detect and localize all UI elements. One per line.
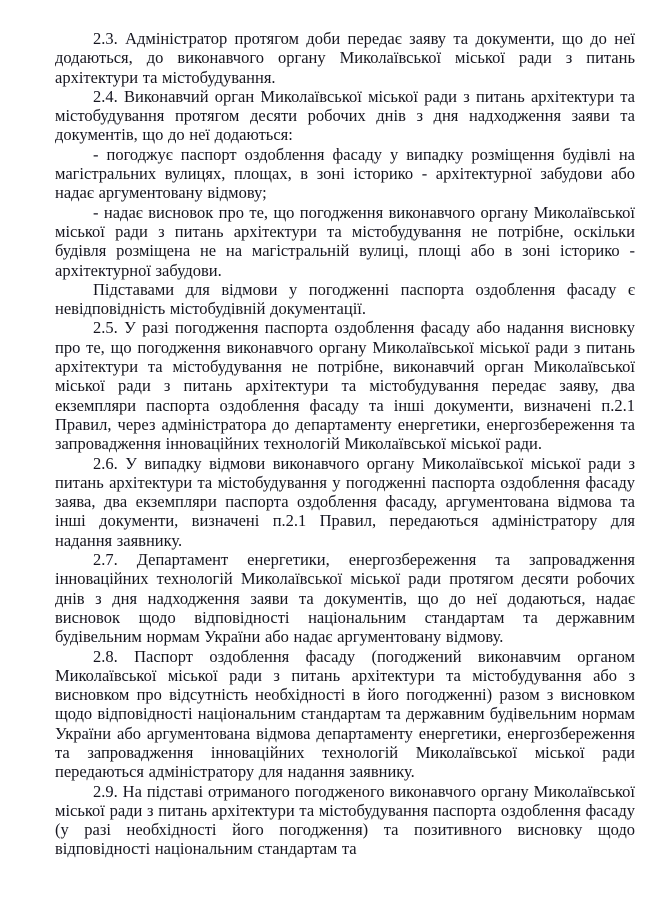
paragraph-2-4-item-2: - надає висновок про те, що погодження виконавчого органу Миколаївської міської ради з питань архітектури та містобудування не потрібне, оскільки будівля розміщена не на магістральній вулиці, площі або в зоні історико - архітектурної забудови.: [55, 202, 635, 280]
paragraph-2-5: 2.5. У разі погодження паспорта оздоблення фасаду або надання висновку про те, що погодження виконавчого органу Миколаївської міської ради з питань архітектури та містобудування не потрібне, виконавчий орган Миколаївської міської ради з питань архітектури та містобудування передає заяву, два екземпляри паспорта оздоблення фасаду та інші документи, визначені п.2.1 Правил, через адміністратора до департаменту енергетики, енергозбереження та запровадження інноваційних технологій Миколаївської міської ради.: [55, 318, 635, 454]
paragraph-2-3: 2.3. Адміністратор протягом доби передає заяву та документи, що до неї додаються, до виконавчого органу Миколаївської міської ради з питань архітектури та містобудування.: [55, 29, 635, 87]
paragraph-2-4: 2.4. Виконавчий орган Миколаївської міської ради з питань архітектури та містобудування протягом десяти робочих днів з дня надходження заяви та документів, що до неї додаються:: [55, 86, 635, 145]
paragraph-2-4-item-1: - погоджує паспорт оздоблення фасаду у випадку розміщення будівлі на магістральних вулицях, площах, в зоні історико - архітектурної забудови або надає аргументовану відмову;: [55, 144, 635, 203]
paragraph-2-7: 2.7. Департамент енергетики, енергозбереження та запровадження інноваційних технологій Миколаївської міської ради протягом десяти робочих днів з дня надходження заяви та документів, що до неї додаються, надає висновок щодо відповідності національним стандартам та державним будівельним нормам України або надає аргументовану відмову.: [55, 550, 635, 647]
paragraph-2-8: 2.8. Паспорт оздоблення фасаду (погоджений виконавчим органом Миколаївської міської ради з питань архітектури та містобудування або з висновком про відсутність необхідності в його погодженні) разом з висновком щодо відповідності національним стандартам та державним будівельним нормам України або аргументована відмова департаменту енергетики, енергозбереження та запровадження інноваційних технологій Миколаївської міської ради передаються адміністратору для надання заявнику.: [55, 646, 635, 782]
paragraph-2-4-note: Підставами для відмови у погодженні паспорта оздоблення фасаду є невідповідність містобудівній документації.: [55, 279, 635, 319]
paragraph-2-6: 2.6. У випадку відмови виконавчого органу Миколаївської міської ради з питань архітектури та містобудування у погодженні паспорта оздоблення фасаду заява, два екземпляри паспорта оздоблення фасаду, аргументована відмова та інші документи, визначені п.2.1 Правил, передаються адміністратору для надання заявнику.: [55, 453, 635, 550]
paragraph-2-9: 2.9. На підставі отриманого погодженого виконавчого органу Миколаївської міської ради з питань архітектури та містобудування паспорта оздоблення фасаду (у разі необхідності його погодження) та позитивного висновку щодо відповідності національним стандартам та: [55, 781, 635, 859]
